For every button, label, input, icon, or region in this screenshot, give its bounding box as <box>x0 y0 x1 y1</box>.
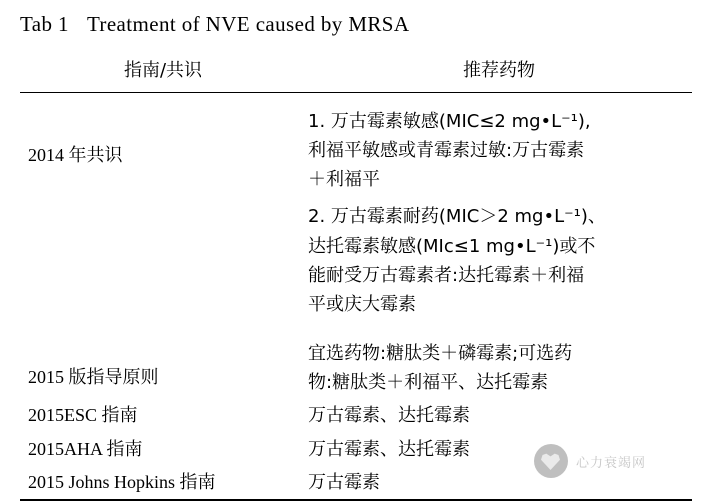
drug-line: ＋利福平 <box>308 169 380 191</box>
cell-guideline-esc: 2015ESC 指南 <box>28 405 138 426</box>
heart-badge-icon <box>534 444 568 478</box>
cell-guideline-aha: 2015AHA 指南 <box>28 438 143 459</box>
drug-line: 能耐受万古霉素者:达托霉素＋利福 <box>308 264 585 286</box>
column-header-guideline: 指南/共识 <box>20 47 306 93</box>
table-caption <box>14 8 698 47</box>
cell-guideline-2014: 2014 年共识 <box>28 145 123 165</box>
cell-drug-esc: 万古霉素、达托霉素 <box>308 405 470 427</box>
cell-guideline-johns-hopkins: 2015 Johns Hopkins 指南 <box>28 471 216 492</box>
column-header-drug: 推荐药物 <box>306 47 692 93</box>
caption-title: Treatment of NVE caused by MRSA <box>86 12 410 36</box>
treatment-table <box>20 47 692 501</box>
cell-drug-johns-hopkins: 万古霉素 <box>308 471 380 493</box>
cell-drug-aha: 万古霉素、达托霉素 <box>308 438 470 460</box>
table-row <box>20 399 692 432</box>
drug-line: 平或庆大霉素 <box>308 293 416 315</box>
watermark-text: 心力衰竭网 <box>576 455 647 471</box>
drug-line: 物:糖肽类＋利福平、达托霉素 <box>308 372 549 394</box>
cell-guideline-2015-principles: 2015 版指导原则 <box>28 367 159 388</box>
watermark <box>534 440 702 482</box>
drug-line: 宜选药物:糖肽类＋磷霉素;可选药 <box>308 343 573 365</box>
caption-label: Tab 1 <box>20 12 69 36</box>
drug-line: 利福平敏感或青霉素过敏:万古霉素 <box>308 140 585 162</box>
drug-line: 达托霉素敏感(MIc≤1 mg•L⁻¹)或不 <box>308 235 596 257</box>
table-header-row <box>20 47 692 93</box>
drug-line: 1. 万古霉素敏感(MIC≤2 mg•L⁻¹), <box>308 111 591 132</box>
drug-line: 2. 万古霉素耐药(MIC＞2 mg•L⁻¹)、 <box>308 206 606 228</box>
cell-drug-2014-part2 <box>306 196 692 333</box>
table-row <box>20 93 692 197</box>
cell-drug-2015-principles <box>306 333 692 399</box>
table-row <box>20 333 692 399</box>
cell-drug-2014-part1 <box>306 93 692 197</box>
